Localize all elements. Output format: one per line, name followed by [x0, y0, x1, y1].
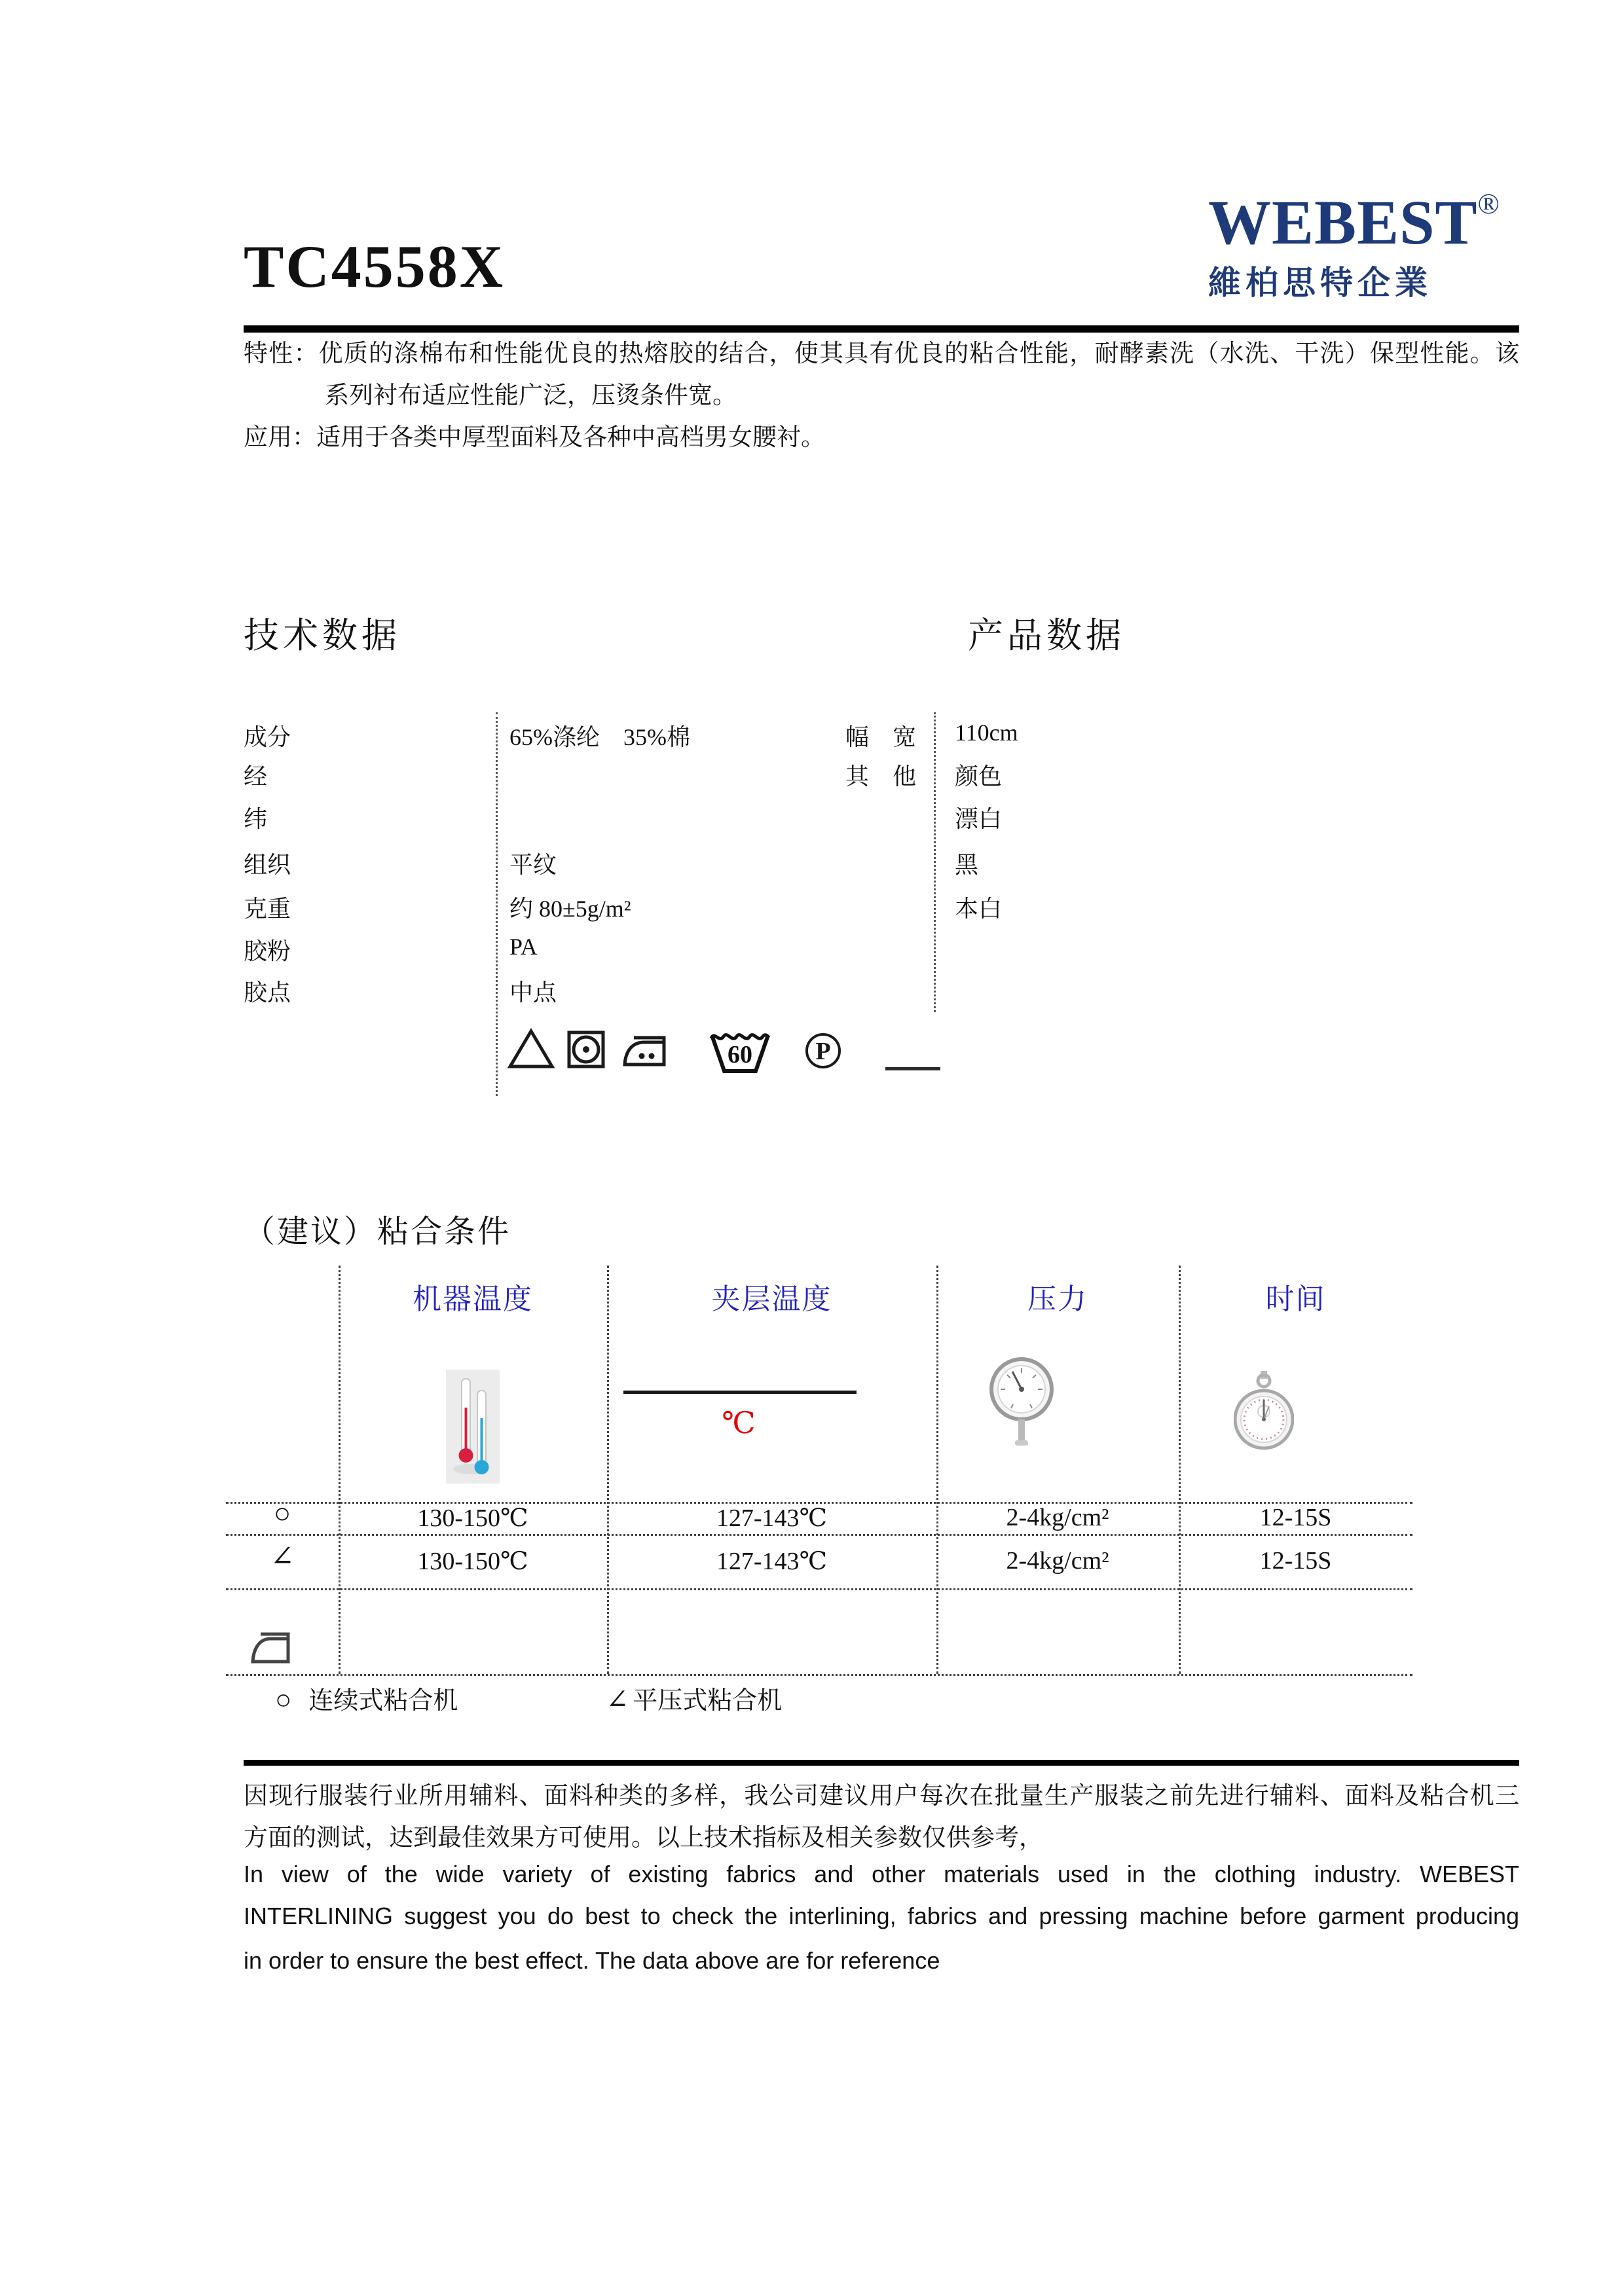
pressure-gauge-icon	[982, 1355, 1061, 1455]
bond-table-hline	[226, 1588, 1412, 1590]
tech-table-divider-left	[496, 712, 498, 1096]
tech-data-heading: 技术数据	[244, 616, 401, 655]
sandwich-temp-line	[623, 1391, 857, 1394]
feature-line-2: 系列衬布适应性能广泛，压烫条件宽。	[325, 382, 737, 409]
company-name: 維柏思特企業	[1208, 264, 1432, 301]
time-value: 12-15S	[1259, 1547, 1332, 1575]
machine-temp-value: 130-150℃	[417, 1504, 528, 1532]
product-row-value: 110cm	[955, 720, 1018, 746]
application-line: 应用：适用于各类中厚型面料及各种中高档男女腰衬。	[244, 424, 825, 451]
tech-table-divider-right	[934, 712, 936, 1012]
footer-en-line-1: In view of the wide variety of existing fabrics and other materials used in the clothing industry. WEBEST	[244, 1861, 1519, 1887]
bond-table-hline	[226, 1674, 1412, 1676]
stopwatch-icon	[1234, 1370, 1294, 1457]
footer-rule	[244, 1760, 1519, 1766]
tech-row-label: 经	[244, 763, 268, 790]
tumble-dry-icon	[567, 1030, 605, 1072]
footer-en-line-3: in order to ensure the best effect. The data above are for reference	[244, 1947, 940, 1974]
tech-row-value: PA	[509, 934, 538, 960]
brand-wordmark	[1208, 187, 1529, 257]
dryclean-letter: P	[815, 1038, 831, 1065]
legend-label: 连续式粘合机	[308, 1687, 458, 1715]
celsius-label: ℃	[722, 1406, 756, 1440]
tech-row-value: 65%涤纶 35%棉	[509, 724, 690, 750]
bond-table-vline	[1179, 1266, 1181, 1674]
pressure-value: 2-4kg/cm²	[1006, 1504, 1109, 1531]
legend-label: 平压式粘合机	[633, 1687, 783, 1715]
footer-cn-line-2: 方面的测试，达到最佳效果方可使用。以上技术指标及相关参数仅供参考，	[244, 1825, 1043, 1851]
dry-flat-line-icon	[885, 1067, 940, 1070]
time-value: 12-15S	[1259, 1504, 1332, 1531]
angle-marker: ∠	[606, 1685, 629, 1715]
tech-row-value: 平纹	[509, 852, 557, 878]
wash-60-icon	[709, 1028, 771, 1078]
dry-clean-p-icon	[804, 1032, 842, 1073]
registered-trademark-icon: ®	[1477, 188, 1500, 220]
row-marker-flat-press: ∠	[270, 1540, 295, 1573]
tech-row-label: 胶粉	[244, 938, 291, 964]
footer-cn-line-1: 因现行服装行业所用辅料、面料种类的多样，我公司建议用户每次在批量生产服装之前先进行辅料、面料及粘合机三	[244, 1783, 1519, 1810]
legend-flat-press-machine	[606, 1680, 782, 1716]
layer-temp-value: 127-143℃	[716, 1504, 828, 1532]
tech-row-value: 约 80±5g/m²	[509, 896, 631, 922]
pressure-value: 2-4kg/cm²	[1006, 1547, 1109, 1575]
iron-two-dots-icon	[622, 1034, 668, 1072]
tech-row-label: 胶点	[244, 979, 291, 1006]
page-title: TC4558X	[244, 233, 506, 300]
tech-row-value: 中点	[509, 979, 557, 1006]
company-logo	[1208, 187, 1529, 304]
col-header-layer-temp: 夹层温度	[711, 1283, 832, 1315]
col-header-time: 时间	[1265, 1283, 1326, 1315]
product-row-label: 其 他	[845, 763, 917, 790]
bonding-conditions-heading: （建议）粘合条件	[244, 1214, 511, 1249]
row-marker-continuous: ○	[273, 1497, 291, 1529]
tech-row-label: 纬	[244, 806, 268, 832]
product-row-label: 幅 宽	[845, 724, 917, 750]
legend-continuous-machine	[275, 1680, 458, 1716]
tech-row-label: 克重	[244, 896, 291, 922]
tech-row-label: 成分	[244, 724, 291, 750]
bond-table-hline	[226, 1534, 1412, 1536]
circle-marker: ○	[275, 1685, 292, 1715]
bond-table-vline	[339, 1266, 341, 1674]
bleach-triangle-icon	[507, 1028, 555, 1073]
product-row-value: 颜色	[955, 763, 1003, 790]
bond-table-vline	[607, 1266, 609, 1674]
wash-temp-label: 60	[728, 1041, 752, 1068]
product-row-value: 黑	[955, 852, 979, 878]
col-header-machine-temp: 机器温度	[413, 1283, 533, 1315]
product-data-heading: 产品数据	[968, 616, 1125, 655]
brand-name: WEBEST	[1208, 187, 1478, 257]
col-header-pressure: 压力	[1027, 1283, 1088, 1315]
tech-row-label: 组织	[244, 852, 291, 878]
bond-table-vline	[936, 1266, 938, 1674]
product-row-value: 本白	[955, 896, 1003, 922]
feature-line-1: 特性：优质的涤棉布和性能优良的热熔胶的结合，使其具有优良的粘合性能，耐酵素洗（水洗、干洗）保型性能。该	[244, 340, 1519, 367]
header-rule	[244, 325, 1519, 333]
thermometer-icon	[446, 1370, 500, 1487]
machine-temp-value: 130-150℃	[417, 1548, 528, 1575]
layer-temp-value: 127-143℃	[716, 1548, 828, 1575]
product-row-value: 漂白	[955, 806, 1003, 832]
footer-en-line-2: INTERLINING suggest you do best to check the interlining, fabrics and pressing machine before garment producing	[244, 1903, 1519, 1929]
iron-icon	[250, 1630, 293, 1670]
